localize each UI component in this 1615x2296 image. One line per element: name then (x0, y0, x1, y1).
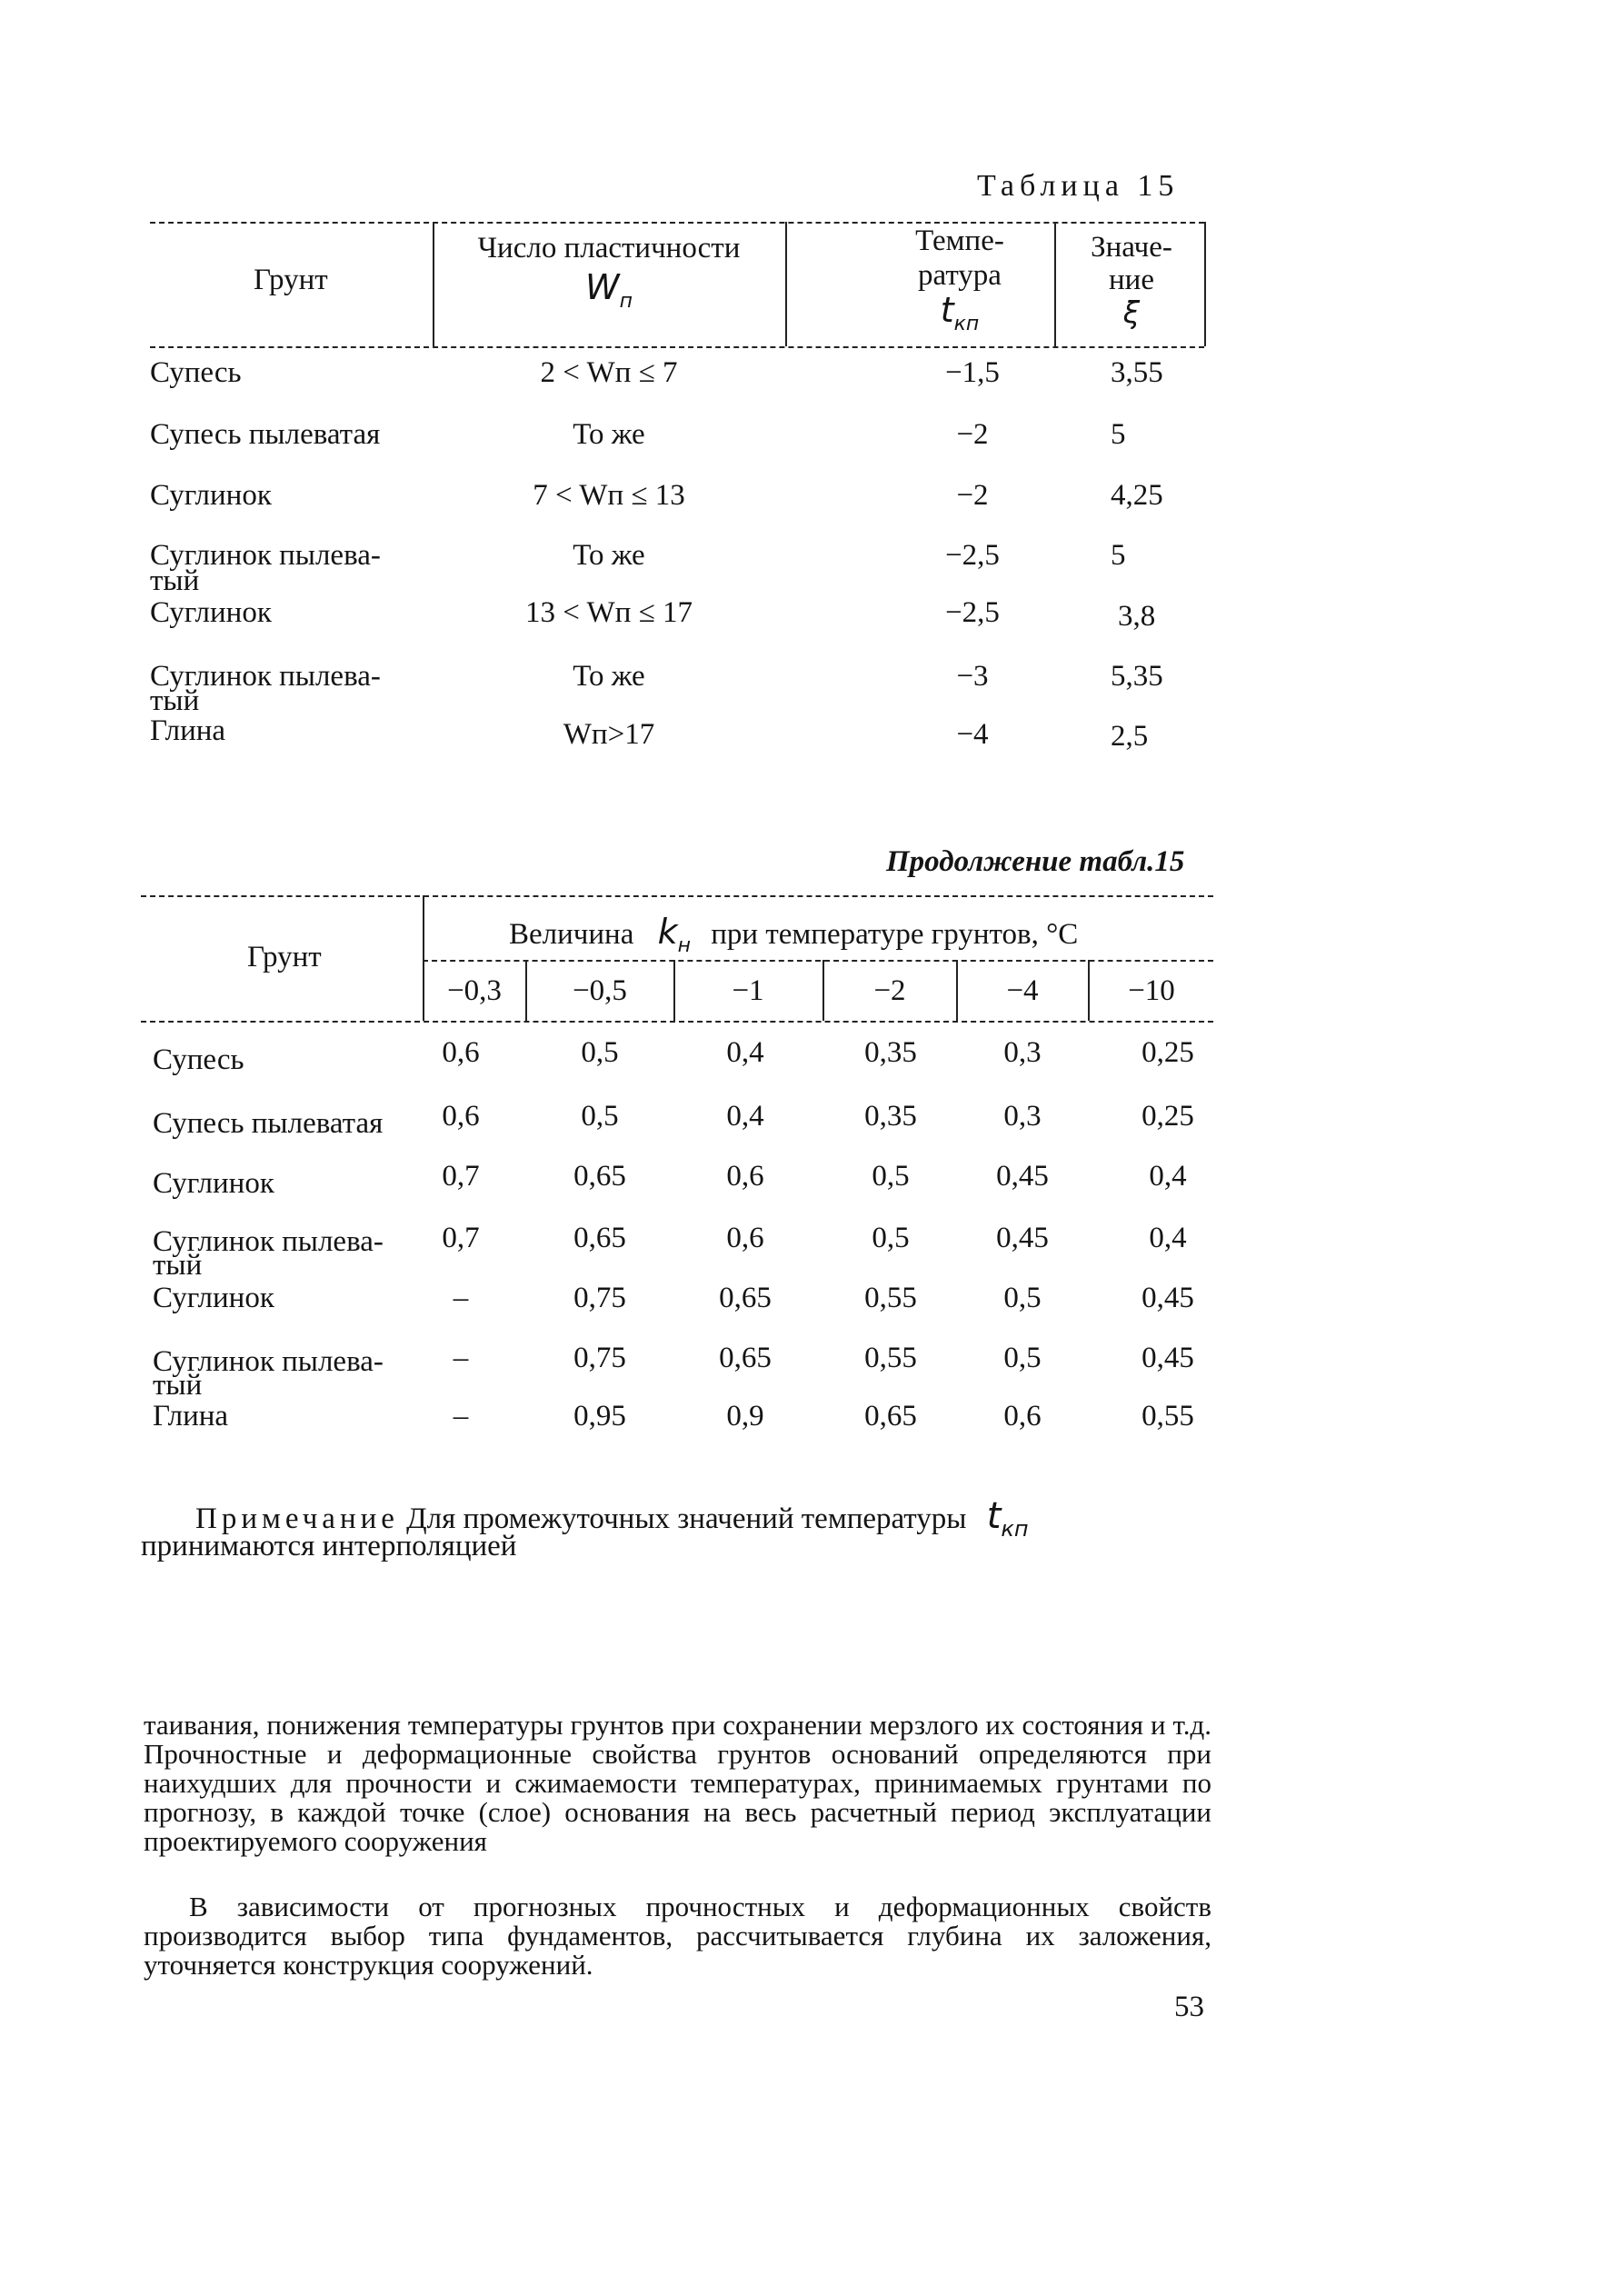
table-note: Примечание Для промежуточных значений температуры $t_{кп}$ (195, 1495, 1029, 1542)
table2-caption: Продолжение табл.15 (886, 845, 1185, 878)
table1-header-plasticity: Число пластичности $W_п$ (477, 232, 741, 313)
table2-header-temp: −0,3 (447, 974, 502, 1007)
table1-header-temperature: Темпе- ратура $t_{кп}$ (915, 225, 1004, 335)
table2-group-rule (423, 960, 1213, 962)
table2-header-temp: −1 (732, 974, 764, 1007)
table1-divider (1204, 222, 1206, 346)
table2-header-temp: −2 (873, 974, 906, 1007)
table2-header-temp: −10 (1128, 974, 1175, 1007)
table2-header-bottom-rule (141, 1021, 1213, 1023)
table2-header-soil: Грунт (247, 941, 322, 973)
page-number: 53 (1174, 1991, 1204, 2023)
body-paragraph: таивания, понижения температуры грунтов при сохранении мерзлого их состояния и т.д. Прочностные и деформационные свойства грунтов оснований определяются при наихудших для прочности и сжимаемости температурах, принимаемых грунтами по прогнозу, в каждой точке (слое) основания на весь расчетный период эксплуатации проектируемого сооружения (144, 1709, 1211, 1857)
note-line2: принимаются интерполяцией (141, 1530, 517, 1562)
table2-header-temp: −4 (1006, 974, 1039, 1007)
body-paragraph: В зависимости от прогнозных прочностных и деформационных свойств производится выбор типа фундаментов, рассчитывается глубина их заложения, уточняется конструкция сооружений. (144, 1891, 1211, 1981)
table2-header-temp: −0,5 (573, 974, 627, 1007)
note-label: Примечание (195, 1502, 399, 1535)
table1-top-rule (150, 222, 1204, 224)
table2-header-group: Величина $k_н$ при температуре грунтов, °C (509, 912, 1079, 957)
table2-top-rule (141, 895, 1213, 897)
table1-header-bottom-rule (150, 346, 1204, 348)
note-text: Для промежуточных значений температуры (406, 1502, 967, 1535)
table1-header-soil: Грунт (254, 264, 328, 296)
table1-divider (433, 222, 434, 346)
table1-header-value: Значе- ние ξ (1091, 231, 1172, 330)
table1-caption: Таблица 15 (977, 169, 1180, 203)
table1-divider (1054, 222, 1056, 346)
table1-divider (785, 222, 787, 346)
